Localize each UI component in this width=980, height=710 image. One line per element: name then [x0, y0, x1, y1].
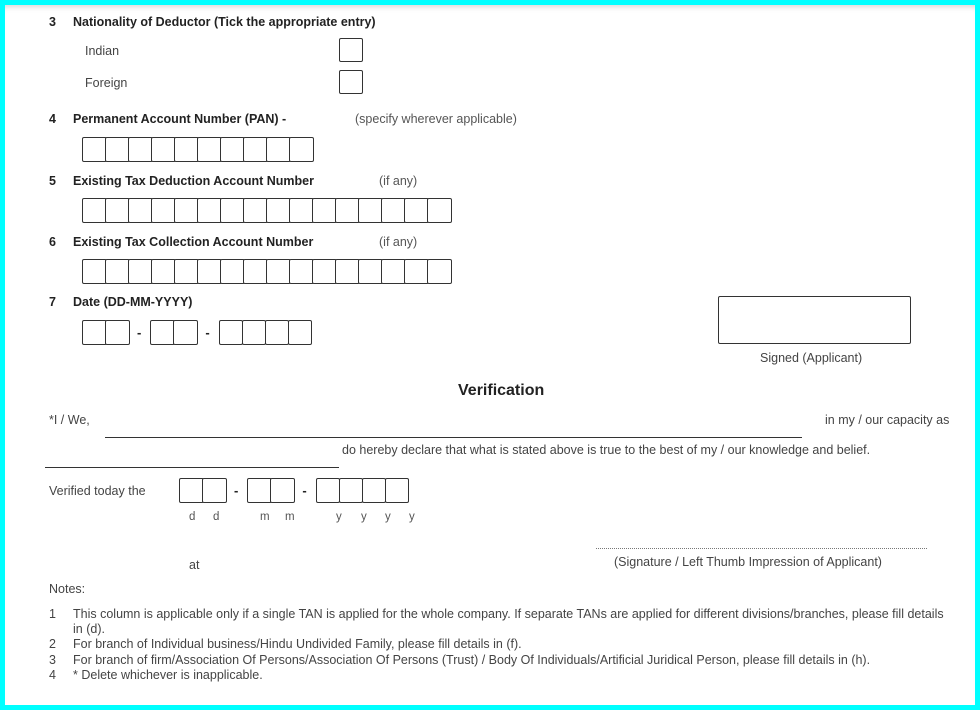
tcan-char-box[interactable] [151, 259, 176, 284]
tcan-char-box[interactable] [358, 259, 383, 284]
tcan-char-box[interactable] [105, 259, 130, 284]
day-letter: d [213, 511, 220, 523]
tcan-char-box[interactable] [381, 259, 406, 284]
date-year-box[interactable] [242, 320, 267, 345]
place-at-label: at [189, 558, 200, 572]
section-5-number: 5 [49, 174, 56, 188]
pan-char-box[interactable] [197, 137, 222, 162]
date-year-box[interactable] [288, 320, 313, 345]
signature-thumb-label: (Signature / Left Thumb Impression of Applicant) [614, 555, 882, 569]
tcan-char-box[interactable] [174, 259, 199, 284]
applicant-signature-box[interactable] [718, 296, 911, 344]
tan-char-box[interactable] [220, 198, 245, 223]
verify-month-box[interactable] [247, 478, 272, 503]
section-5-hint: (if any) [379, 174, 418, 188]
notes-title: Notes: [49, 582, 86, 596]
i-we-label: *I / We, [49, 413, 90, 427]
day-letter: d [189, 511, 196, 523]
pan-char-box[interactable] [151, 137, 176, 162]
section-7-number: 7 [49, 295, 56, 309]
date-input[interactable] [82, 320, 311, 345]
date-separator: - [137, 325, 142, 340]
tcan-input[interactable] [82, 259, 450, 284]
tan-char-box[interactable] [174, 198, 199, 223]
year-letter: y [336, 511, 342, 523]
section-6-hint: (if any) [379, 235, 418, 249]
date-month-group[interactable] [150, 320, 196, 345]
tcan-char-box[interactable] [82, 259, 107, 284]
date-year-box[interactable] [265, 320, 290, 345]
pan-char-box[interactable] [128, 137, 153, 162]
date-day-box[interactable] [82, 320, 107, 345]
pan-char-box[interactable] [82, 137, 107, 162]
verify-year-box[interactable] [316, 478, 341, 503]
tan-char-box[interactable] [358, 198, 383, 223]
tan-char-box[interactable] [381, 198, 406, 223]
tcan-char-box[interactable] [243, 259, 268, 284]
pan-char-box[interactable] [266, 137, 291, 162]
tcan-char-box[interactable] [289, 259, 314, 284]
tan-char-box[interactable] [243, 198, 268, 223]
pan-char-box[interactable] [243, 137, 268, 162]
pan-char-box[interactable] [289, 137, 314, 162]
verify-day-box[interactable] [202, 478, 227, 503]
tan-char-box[interactable] [289, 198, 314, 223]
pan-char-box[interactable] [174, 137, 199, 162]
date-day-group[interactable] [82, 320, 128, 345]
month-letter: m [260, 511, 270, 523]
tan-char-box[interactable] [404, 198, 429, 223]
signature-line[interactable] [596, 548, 927, 549]
tcan-char-box[interactable] [220, 259, 245, 284]
tan-char-box[interactable] [151, 198, 176, 223]
tan-char-box[interactable] [427, 198, 452, 223]
section-5-title: Existing Tax Deduction Account Number [73, 174, 314, 188]
year-letter: y [385, 511, 391, 523]
verify-year-box[interactable] [362, 478, 387, 503]
section-3-title: Nationality of Deductor (Tick the appropriate entry) [73, 15, 376, 29]
verify-year-box[interactable] [385, 478, 410, 503]
verify-year-group[interactable] [316, 478, 408, 503]
date-separator: - [302, 483, 307, 498]
section-6-number: 6 [49, 235, 56, 249]
date-separator: - [234, 483, 239, 498]
date-year-box[interactable] [219, 320, 244, 345]
tcan-char-box[interactable] [197, 259, 222, 284]
note-number: 3 [49, 653, 56, 667]
capacity-label: in my / our capacity as [825, 413, 950, 427]
tan-char-box[interactable] [312, 198, 337, 223]
tcan-char-box[interactable] [266, 259, 291, 284]
section-4-number: 4 [49, 112, 56, 126]
note-number: 4 [49, 668, 56, 682]
verification-heading: Verification [458, 382, 545, 399]
date-year-group[interactable] [219, 320, 311, 345]
note-number: 2 [49, 637, 56, 651]
verify-month-group[interactable] [247, 478, 293, 503]
date-month-box[interactable] [150, 320, 175, 345]
tcan-char-box[interactable] [335, 259, 360, 284]
month-letter: m [285, 511, 295, 523]
nationality-indian-label: Indian [85, 44, 120, 58]
pan-char-box[interactable] [220, 137, 245, 162]
date-day-box[interactable] [105, 320, 130, 345]
tan-char-box[interactable] [197, 198, 222, 223]
note-text: This column is applicable only if a single TAN is applied for the whole company. If separate TANs are applied for different divisions/branches, please fill details in (d). [73, 607, 944, 636]
section-6-title: Existing Tax Collection Account Number [73, 235, 314, 249]
tcan-char-box[interactable] [404, 259, 429, 284]
verify-month-box[interactable] [270, 478, 295, 503]
note-number: 1 [49, 607, 56, 621]
verify-day-group[interactable] [179, 478, 225, 503]
note-text: For branch of firm/Association Of Persons/Association Of Persons (Trust) / Body Of Individuals/Artificial Juridical Person, please fill details in (h). [73, 653, 871, 667]
year-letter: y [409, 511, 415, 523]
note-text: * Delete whichever is inapplicable. [73, 668, 263, 682]
section-3-number: 3 [49, 15, 56, 29]
tan-char-box[interactable] [105, 198, 130, 223]
tcan-char-box[interactable] [312, 259, 337, 284]
section-4-title: Permanent Account Number (PAN) - [73, 112, 287, 126]
form-page [5, 5, 975, 705]
tan-char-box[interactable] [266, 198, 291, 223]
year-letter: y [361, 511, 367, 523]
date-month-box[interactable] [173, 320, 198, 345]
note-text: For branch of Individual business/Hindu Undivided Family, please fill details in (f). [73, 637, 522, 651]
tan-input[interactable] [82, 198, 450, 223]
nationality-foreign-checkbox[interactable] [339, 70, 363, 94]
tcan-char-box[interactable] [427, 259, 452, 284]
signed-applicant-label: Signed (Applicant) [760, 351, 863, 365]
nationality-indian-checkbox[interactable] [339, 38, 363, 62]
nationality-foreign-label: Foreign [85, 76, 128, 90]
section-4-hint: (specify wherever applicable) [355, 112, 517, 126]
tcan-char-box[interactable] [128, 259, 153, 284]
verified-today-label: Verified today the [49, 484, 146, 498]
tan-char-box[interactable] [82, 198, 107, 223]
tan-char-box[interactable] [335, 198, 360, 223]
verify-day-box[interactable] [179, 478, 204, 503]
date-separator: - [205, 325, 210, 340]
pan-char-box[interactable] [105, 137, 130, 162]
capacity-line[interactable] [45, 467, 339, 468]
pan-input[interactable] [82, 137, 312, 162]
tan-char-box[interactable] [128, 198, 153, 223]
verify-year-box[interactable] [339, 478, 364, 503]
section-7-title: Date (DD-MM-YYYY) [73, 295, 193, 309]
declaration-text: do hereby declare that what is stated above is true to the best of my / our knowledge and belief. [342, 443, 871, 457]
verification-date-input[interactable] [179, 478, 408, 503]
name-line[interactable] [105, 437, 802, 438]
